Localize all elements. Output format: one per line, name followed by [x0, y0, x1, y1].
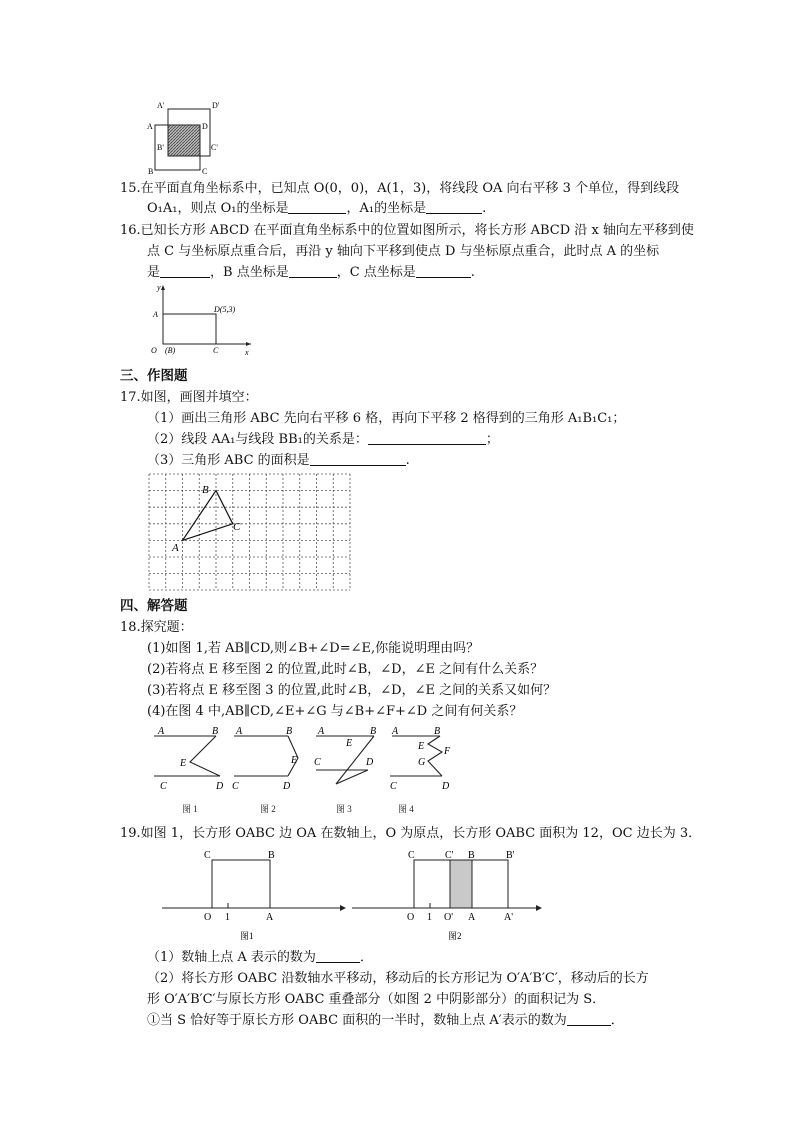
- f1-c: C: [160, 781, 167, 792]
- f1-label-a: A: [266, 912, 274, 923]
- f2-label-one: 1: [427, 912, 432, 923]
- f1-e: E: [180, 758, 187, 769]
- vertex-b-label: B: [202, 484, 209, 496]
- f1-a: A: [158, 726, 165, 737]
- f2-label-b: B: [468, 850, 475, 861]
- q17-part3: [147, 450, 410, 471]
- axis-x-label: x: [245, 348, 249, 357]
- parallel-lines-figures: [150, 724, 460, 816]
- f2-b: B: [286, 726, 293, 737]
- q15-line1: 15.在平面直角坐标系中，已知点 O(0，0)，A(1，3)，将线段 OA 向右平移 3 个单位，得到线段: [120, 181, 680, 196]
- q15-end: .: [482, 201, 487, 216]
- f2-caption: 图 2: [260, 804, 276, 814]
- q18-part3: (3)若将点 E 移至图 3 的位置,此时∠B，∠D，∠E 之间的关系又如何？: [147, 683, 557, 698]
- label-d: D: [202, 122, 208, 131]
- number-line-figure-2: [350, 843, 546, 945]
- q16-blank-b[interactable]: [289, 263, 337, 278]
- q16-blank-a[interactable]: [160, 263, 210, 278]
- f2-c: C: [232, 781, 239, 792]
- q19-p1-end: ．: [359, 950, 373, 965]
- label-b: B: [148, 167, 154, 176]
- f1-label-o: O: [204, 912, 212, 923]
- f2-label-a: A: [468, 912, 476, 923]
- f4-c: C: [390, 781, 397, 792]
- q16-line1: 16.已知长方形 ABCD 在平面直角坐标系中的位置如图所示，将长方形 ABCD 沿 x 轴向左平移到使: [120, 223, 694, 238]
- f2-label-c: C: [408, 850, 415, 861]
- f4-caption: 图 4: [398, 804, 414, 814]
- q17-blank-relation[interactable]: [368, 430, 486, 445]
- label-c: C: [202, 167, 208, 176]
- f2-caption: 图2: [448, 931, 462, 941]
- q18-part2: (2)若将点 E 移至图 2 的位置,此时∠B，∠D，∠E 之间有什么关系？: [147, 662, 544, 677]
- q17-p3-text: （3）三角形 ABC 的面积是: [147, 453, 310, 468]
- f4-a: A: [392, 726, 399, 737]
- q16-text-a: 是: [147, 265, 161, 280]
- f2-label-o: O: [407, 912, 415, 923]
- q16-blank-c[interactable]: [416, 263, 471, 278]
- f3-c: C: [314, 757, 321, 768]
- q15-blank-a1[interactable]: [426, 199, 482, 214]
- f2-a: A: [236, 726, 243, 737]
- label-a: A: [153, 310, 158, 319]
- f2-e: E: [291, 755, 298, 766]
- label-d-prime: D': [212, 101, 220, 110]
- label-c: C: [213, 346, 219, 355]
- label-o: O: [151, 346, 157, 355]
- f2-label-cp: C': [445, 850, 454, 861]
- label-a: A: [147, 122, 153, 131]
- axis-y-label: y: [157, 283, 161, 292]
- q15-blank-o1[interactable]: [288, 199, 346, 214]
- q18-part1: (1)如图 1,若 AB∥CD,则∠B+∠D=∠E,你能说明理由吗？: [147, 641, 480, 656]
- q19-sub1-end: ．: [610, 1013, 624, 1028]
- f3-d: D: [366, 757, 374, 768]
- q19-blank-a[interactable]: [316, 948, 360, 963]
- f1-d: D: [216, 781, 224, 792]
- rectangle-coordinate-figure: [145, 280, 255, 360]
- f1-label-c: C: [204, 850, 211, 861]
- f3-a: A: [318, 726, 325, 737]
- q16-text-b: ，B 点坐标是: [210, 265, 289, 280]
- f4-b: B: [434, 726, 441, 737]
- q15-text-b: ，A₁的坐标是: [346, 201, 427, 216]
- f3-caption: 图 3: [336, 804, 352, 814]
- q15-line2: [147, 198, 486, 219]
- q17-blank-area[interactable]: [310, 451, 406, 466]
- f1-caption: 图1: [240, 931, 254, 941]
- f4-f: F: [444, 746, 451, 757]
- f4-e: E: [418, 741, 425, 752]
- f1-label-one: 1: [225, 912, 230, 923]
- f1-caption: 图 1: [182, 804, 198, 814]
- q17-part1: （1）画出三角形 ABC 先向右平移 6 格，再向下平移 2 格得到的三角形 A₁B₁C₁；: [147, 411, 626, 426]
- q19-part1: [147, 947, 373, 968]
- grid-triangle-figure: [147, 472, 352, 592]
- section3-title: 三、作图题: [120, 368, 188, 384]
- number-line-figure-1: [160, 843, 348, 945]
- q17-p2-end: ；: [485, 432, 499, 447]
- f2-label-op: O': [444, 912, 454, 923]
- q17-p2-text: （2）线段 AA₁与线段 BB₁的关系是：: [147, 432, 368, 447]
- f2-label-ap: A': [504, 912, 514, 923]
- label-d: D(5,3): [214, 305, 236, 314]
- q18-part4: (4)在图 4 中,AB∥CD,∠E+∠G 与∠B+∠F+∠D 之间有何关系？: [147, 704, 523, 719]
- vertex-c-label: C: [233, 521, 241, 533]
- f4-g: G: [418, 757, 426, 768]
- f3-b: B: [370, 726, 377, 737]
- q19-sub1-text: ①当 S 恰好等于原长方形 OABC 面积的一半时，数轴上点 A′表示的数为: [147, 1013, 567, 1028]
- q19-part2-line1: （2）将长方形 OABC 沿数轴水平移动，移动后的长方形记为 O′A′B′C′，移动后的长方: [147, 971, 649, 986]
- translation-squares-figure: [140, 96, 230, 178]
- q16-text-c: ，C 点坐标是: [336, 265, 416, 280]
- q19-part2-sub1: [147, 1010, 624, 1031]
- f1-b: B: [212, 726, 219, 737]
- section4-title: 四、解答题: [120, 598, 188, 614]
- label-b: (B): [165, 346, 176, 355]
- q17-part2: [147, 429, 499, 450]
- label-a-prime: A': [157, 101, 165, 110]
- f3-e: E: [346, 738, 353, 749]
- q19-part2-line2: 形 O′A′B′C′与原长方形 OABC 重叠部分（如图 2 中阴影部分）的面积记为 S．: [147, 992, 606, 1007]
- q18-stem: 18.探究题：: [120, 620, 193, 635]
- q19-p1-text: （1）数轴上点 A 表示的数为: [147, 950, 316, 965]
- f4-d: D: [442, 781, 450, 792]
- f2-label-bp: B': [506, 850, 515, 861]
- q16-line2: 点 C 与坐标原点重合后，再沿 y 轴向下平移到使点 D 与坐标原点重合，此时点 A 的坐标: [147, 244, 660, 259]
- label-c-prime: C': [211, 143, 218, 152]
- q15-text-a: O₁A₁，则点 O₁的坐标是: [147, 201, 289, 216]
- label-b-prime: B': [157, 143, 164, 152]
- q19-blank-a-prime[interactable]: [567, 1011, 611, 1026]
- q17-stem: 17.如图，画图并填空：: [120, 390, 258, 405]
- f2-d: D: [283, 781, 291, 792]
- q17-p3-end: .: [405, 453, 410, 468]
- vertex-a-label: A: [172, 542, 179, 554]
- f1-label-b: B: [268, 850, 275, 861]
- q19-stem: 19.如图 1，长方形 OABC 边 OA 在数轴上，O 为原点，长方形 OABC 面积为 12，OC 边长为 3．: [120, 826, 702, 841]
- q16-end: .: [470, 265, 475, 280]
